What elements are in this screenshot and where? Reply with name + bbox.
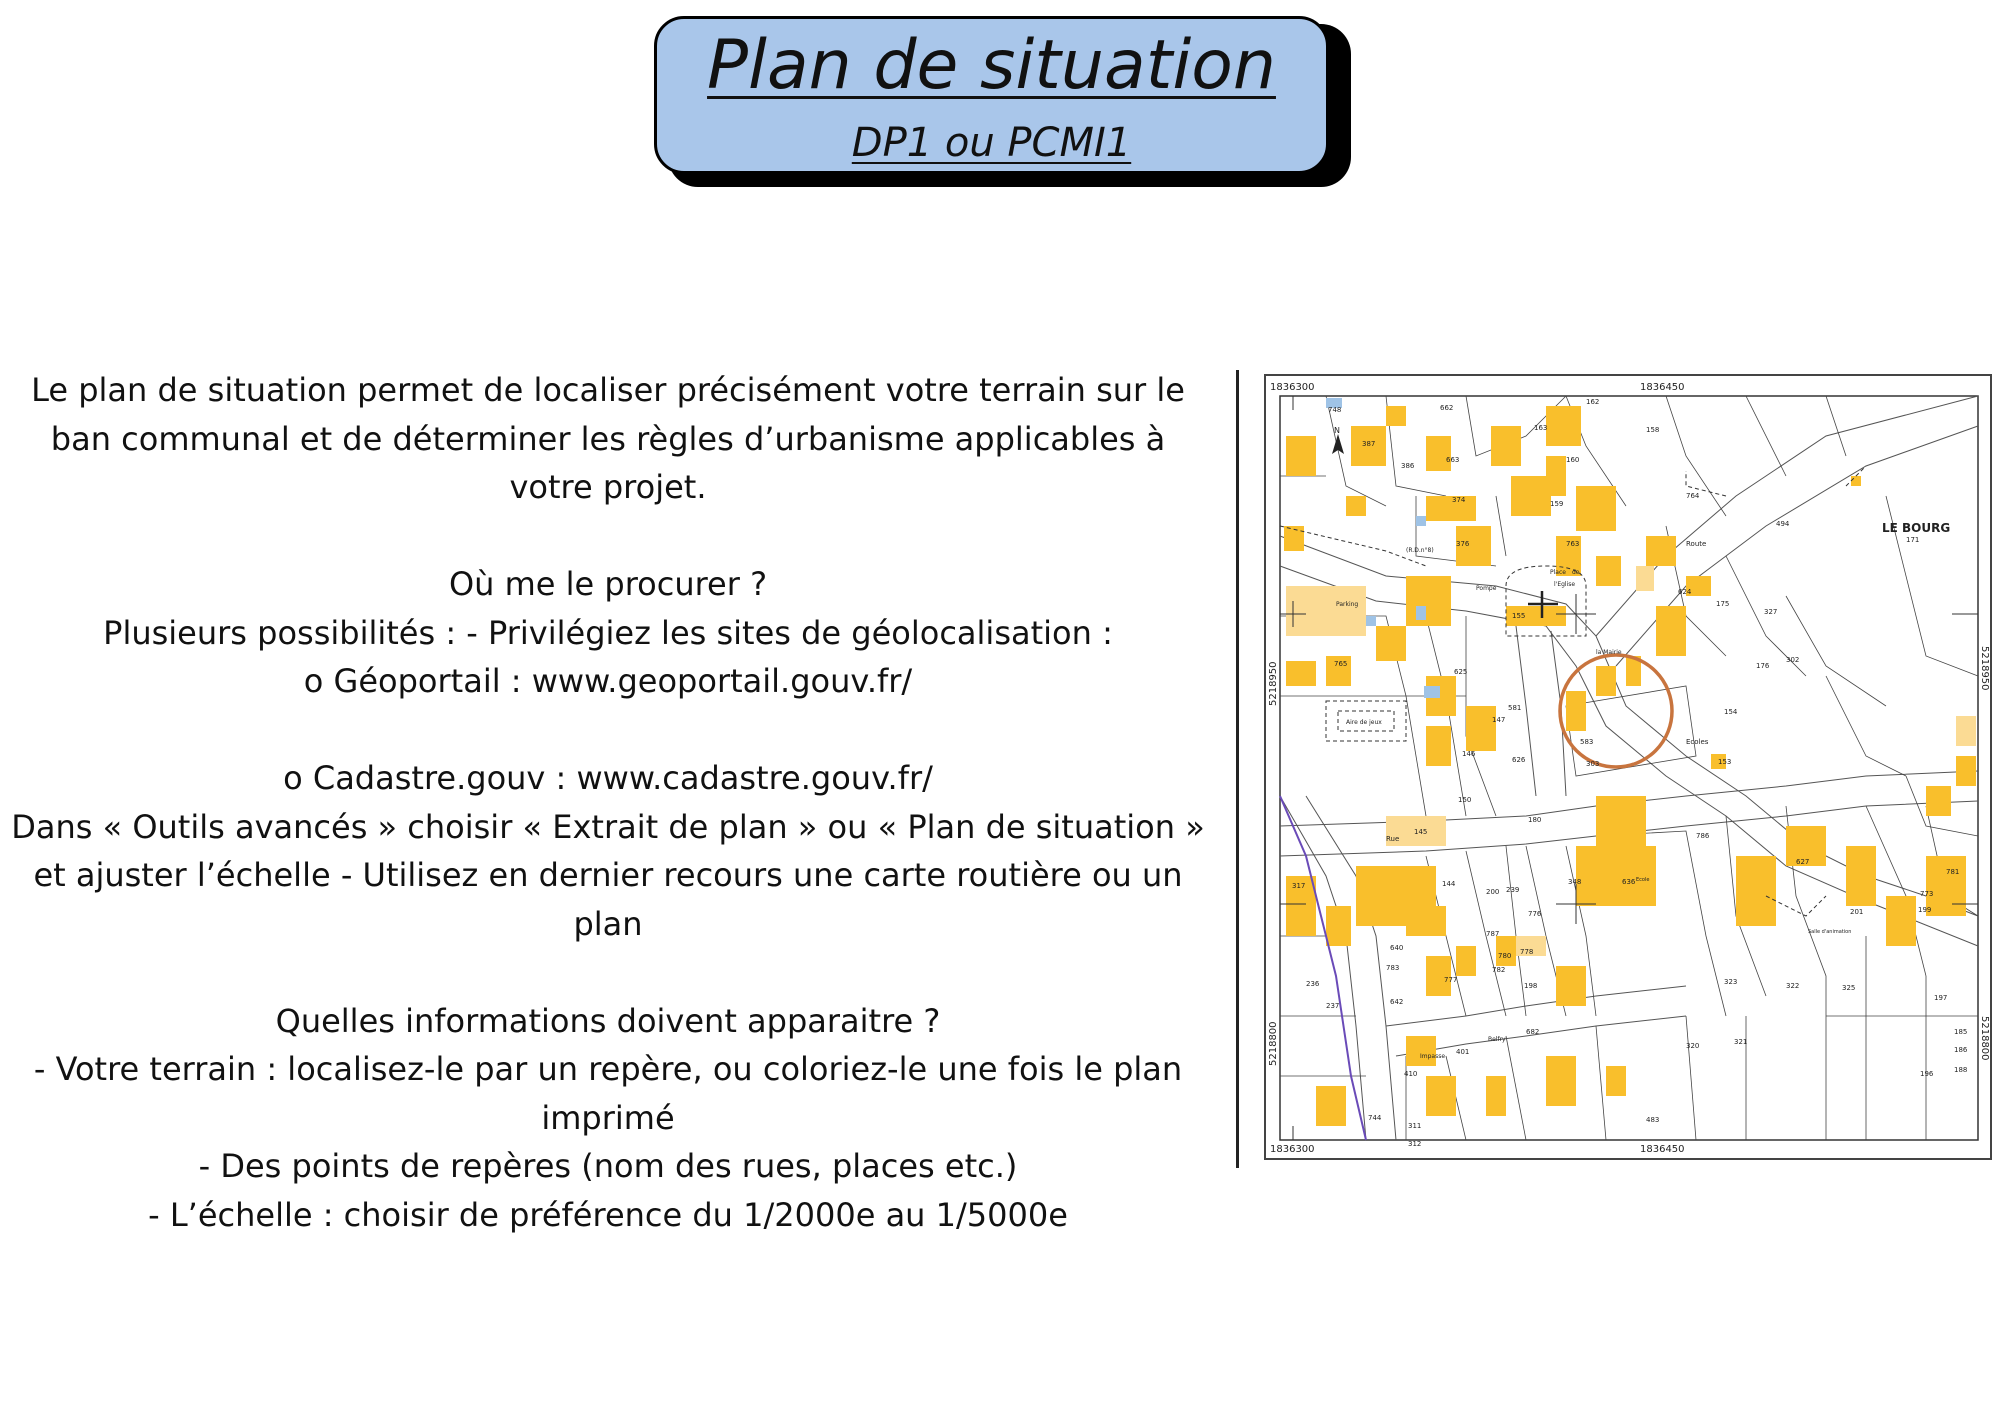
parcel-number: 237 bbox=[1326, 1002, 1340, 1010]
info-line: - Des points de repères (nom des rues, places etc.) bbox=[198, 1147, 1018, 1185]
parcel-number: 312 bbox=[1408, 1140, 1422, 1148]
parcel-number: 410 bbox=[1404, 1070, 1418, 1078]
parcel-number: 322 bbox=[1786, 982, 1800, 990]
parcel-number: 624 bbox=[1678, 588, 1692, 596]
parcel-number: 147 bbox=[1492, 716, 1506, 724]
info-line: imprimé bbox=[541, 1098, 675, 1137]
parcel-number: 302 bbox=[1786, 656, 1800, 664]
parcel-number: 401 bbox=[1456, 1048, 1470, 1056]
parcel-number: 782 bbox=[1492, 966, 1506, 974]
intro-line: ban communal et de déterminer les règles d’urbanisme applicables à bbox=[50, 419, 1166, 458]
info-heading: Quelles informations doivent apparaitre ? bbox=[275, 1001, 941, 1040]
intro-line: Le plan de situation permet de localiser précisément votre terrain sur le bbox=[31, 371, 1185, 409]
parcel-number: 163 bbox=[1534, 424, 1548, 432]
parcel-number: 150 bbox=[1458, 796, 1472, 804]
geoportail-line: o Géoportail : www.geoportail.gouv.fr/ bbox=[303, 662, 913, 700]
label-place-eglise: de bbox=[1572, 569, 1580, 576]
parcel-number: 786 bbox=[1696, 832, 1710, 840]
parcel-number: 158 bbox=[1646, 426, 1660, 434]
parcel-number: 662 bbox=[1440, 404, 1454, 412]
parcel-number: 581 bbox=[1508, 704, 1522, 712]
map-inner-frame bbox=[1280, 396, 1978, 1140]
label-place-eglise: Place bbox=[1550, 569, 1566, 576]
parcel-number: 144 bbox=[1442, 880, 1456, 888]
label-aire-de-jeux: Aire de jeux bbox=[1346, 719, 1382, 726]
parcel-number: 636 bbox=[1622, 878, 1636, 886]
parcel-number: 778 bbox=[1520, 948, 1534, 956]
parcel-number: 748 bbox=[1328, 406, 1342, 414]
parcel-number: 145 bbox=[1414, 828, 1428, 836]
parcel-number: 776 bbox=[1528, 910, 1542, 918]
label-place-eglise: l'Eglise bbox=[1554, 581, 1576, 588]
label-rue: Rue bbox=[1386, 835, 1400, 843]
parcel-number: 583 bbox=[1580, 738, 1594, 746]
parcel-number: 201 bbox=[1850, 908, 1864, 916]
parcel-number: 146 bbox=[1462, 750, 1476, 758]
coord-bottom-mid: 1836450 bbox=[1640, 1144, 1685, 1155]
parcel-number: 787 bbox=[1486, 930, 1500, 938]
map-svg bbox=[1266, 376, 1990, 1158]
parcel-number: 175 bbox=[1716, 600, 1730, 608]
label-pompe: Pompe bbox=[1476, 585, 1497, 592]
parcel-number: 642 bbox=[1390, 998, 1404, 1006]
parcel-number: 160 bbox=[1566, 456, 1580, 464]
instructions-text bbox=[0, 366, 1216, 1239]
parcel-number: 303 bbox=[1586, 760, 1600, 768]
svg-text:N: N bbox=[1334, 426, 1340, 435]
tools-line: plan bbox=[573, 904, 643, 943]
parcel-number: 197 bbox=[1934, 994, 1948, 1002]
label-route: Route bbox=[1686, 540, 1707, 548]
parcel-number: 186 bbox=[1954, 1046, 1968, 1054]
cadastral-map bbox=[1264, 374, 1992, 1160]
parcel-number: 374 bbox=[1452, 496, 1466, 504]
page-subtitle: DP1 ou PCMI1 bbox=[851, 120, 1132, 166]
label-ecoles: Ecoles bbox=[1686, 738, 1709, 746]
parcel-number: 777 bbox=[1444, 976, 1458, 984]
parcel-number: 376 bbox=[1456, 540, 1470, 548]
parcel-number: 159 bbox=[1550, 500, 1564, 508]
parcel-number: 323 bbox=[1724, 978, 1738, 986]
parcel-number: 682 bbox=[1526, 1028, 1540, 1036]
tools-line: et ajuster l’échelle - Utilisez en dernier recours une carte routière ou un bbox=[33, 856, 1183, 894]
where-heading: Où me le procurer ? bbox=[448, 565, 768, 603]
parcel-number: 176 bbox=[1756, 662, 1770, 670]
parcel-number: 188 bbox=[1954, 1066, 1968, 1074]
coord-right-upper: 5218950 bbox=[1979, 646, 1990, 691]
parcel-number: 781 bbox=[1946, 868, 1960, 876]
vertical-separator bbox=[1236, 370, 1239, 1168]
label-rd: (R.D.n°8) bbox=[1406, 547, 1434, 554]
parcel-number: 494 bbox=[1776, 520, 1790, 528]
parcel-number: 744 bbox=[1368, 1114, 1382, 1122]
coord-right-lower: 5218800 bbox=[1979, 1016, 1990, 1061]
parcel-number: 780 bbox=[1498, 952, 1512, 960]
parcel-number: 155 bbox=[1512, 612, 1526, 620]
title-banner bbox=[654, 16, 1329, 174]
label-parking: Parking bbox=[1336, 601, 1359, 608]
parcel-number: 763 bbox=[1566, 540, 1580, 548]
tools-line: Dans « Outils avancés » choisir « Extrait de plan » ou « Plan de situation » bbox=[11, 807, 1205, 846]
coord-top-left: 1836300 bbox=[1270, 382, 1315, 393]
parcel-number: 327 bbox=[1764, 608, 1778, 616]
parcel-number: 386 bbox=[1401, 462, 1415, 470]
label-impasse: Impasse bbox=[1420, 1053, 1446, 1060]
info-line: - L’échelle : choisir de préférence du 1/2000e au 1/5000e bbox=[148, 1195, 1068, 1234]
parcel-number: 180 bbox=[1528, 816, 1542, 824]
parcel-number: 196 bbox=[1920, 1070, 1934, 1078]
parcel-number: 153 bbox=[1718, 758, 1732, 766]
parcel-number: 311 bbox=[1408, 1122, 1422, 1130]
parcel-number: 198 bbox=[1524, 982, 1538, 990]
parcel-number: 764 bbox=[1686, 492, 1700, 500]
place-name-label: LE BOURG bbox=[1882, 521, 1951, 535]
parcel-number: 236 bbox=[1306, 980, 1320, 988]
parcel-number: 783 bbox=[1386, 964, 1400, 972]
page-title: Plan de situation bbox=[707, 26, 1276, 105]
parcel-number: 154 bbox=[1724, 708, 1738, 716]
parcel-number: 348 bbox=[1568, 878, 1582, 886]
parcel-number: 325 bbox=[1842, 984, 1856, 992]
parcel-number: 765 bbox=[1334, 660, 1348, 668]
parcel-number: 663 bbox=[1446, 456, 1460, 464]
cadastre-line: o Cadastre.gouv : www.cadastre.gouv.fr/ bbox=[283, 759, 933, 797]
parcel-number: 640 bbox=[1390, 944, 1404, 952]
where-line: Plusieurs possibilités : - Privilégiez les sites de géolocalisation : bbox=[103, 613, 1113, 652]
parcel-number: 320 bbox=[1686, 1042, 1700, 1050]
info-line: - Votre terrain : localisez-le par un repère, ou coloriez-le une fois le plan bbox=[33, 1050, 1183, 1088]
intro-line: votre projet. bbox=[509, 468, 707, 506]
parcel-number: 626 bbox=[1512, 756, 1526, 764]
parcel-number: 773 bbox=[1920, 890, 1934, 898]
parcel-number: 625 bbox=[1454, 668, 1468, 676]
parcel-number: 321 bbox=[1734, 1038, 1748, 1046]
coord-bottom-left: 1836300 bbox=[1270, 1144, 1315, 1155]
parcel-number: 200 bbox=[1486, 888, 1500, 896]
parcel-number: 387 bbox=[1362, 440, 1376, 448]
label-belfry: Belfry bbox=[1488, 1036, 1506, 1043]
label-ecole: Ecole bbox=[1636, 877, 1650, 883]
parcel-number: 483 bbox=[1646, 1116, 1660, 1124]
parcel-number: 162 bbox=[1586, 398, 1600, 406]
coord-left-upper: 5218950 bbox=[1268, 661, 1279, 706]
coord-top-mid: 1836450 bbox=[1640, 382, 1685, 393]
parcel-number: 185 bbox=[1954, 1028, 1968, 1036]
parcel-number: 171 bbox=[1906, 536, 1920, 544]
parcel-number: 627 bbox=[1796, 858, 1810, 866]
parcel-number: 239 bbox=[1506, 886, 1520, 894]
parcel-number: 199 bbox=[1918, 906, 1932, 914]
coord-left-lower: 5218800 bbox=[1268, 1021, 1279, 1066]
label-salle: Salle d'animation bbox=[1808, 929, 1852, 935]
label-mairie: la Mairie bbox=[1596, 649, 1622, 656]
parcel-number: 317 bbox=[1292, 882, 1306, 890]
